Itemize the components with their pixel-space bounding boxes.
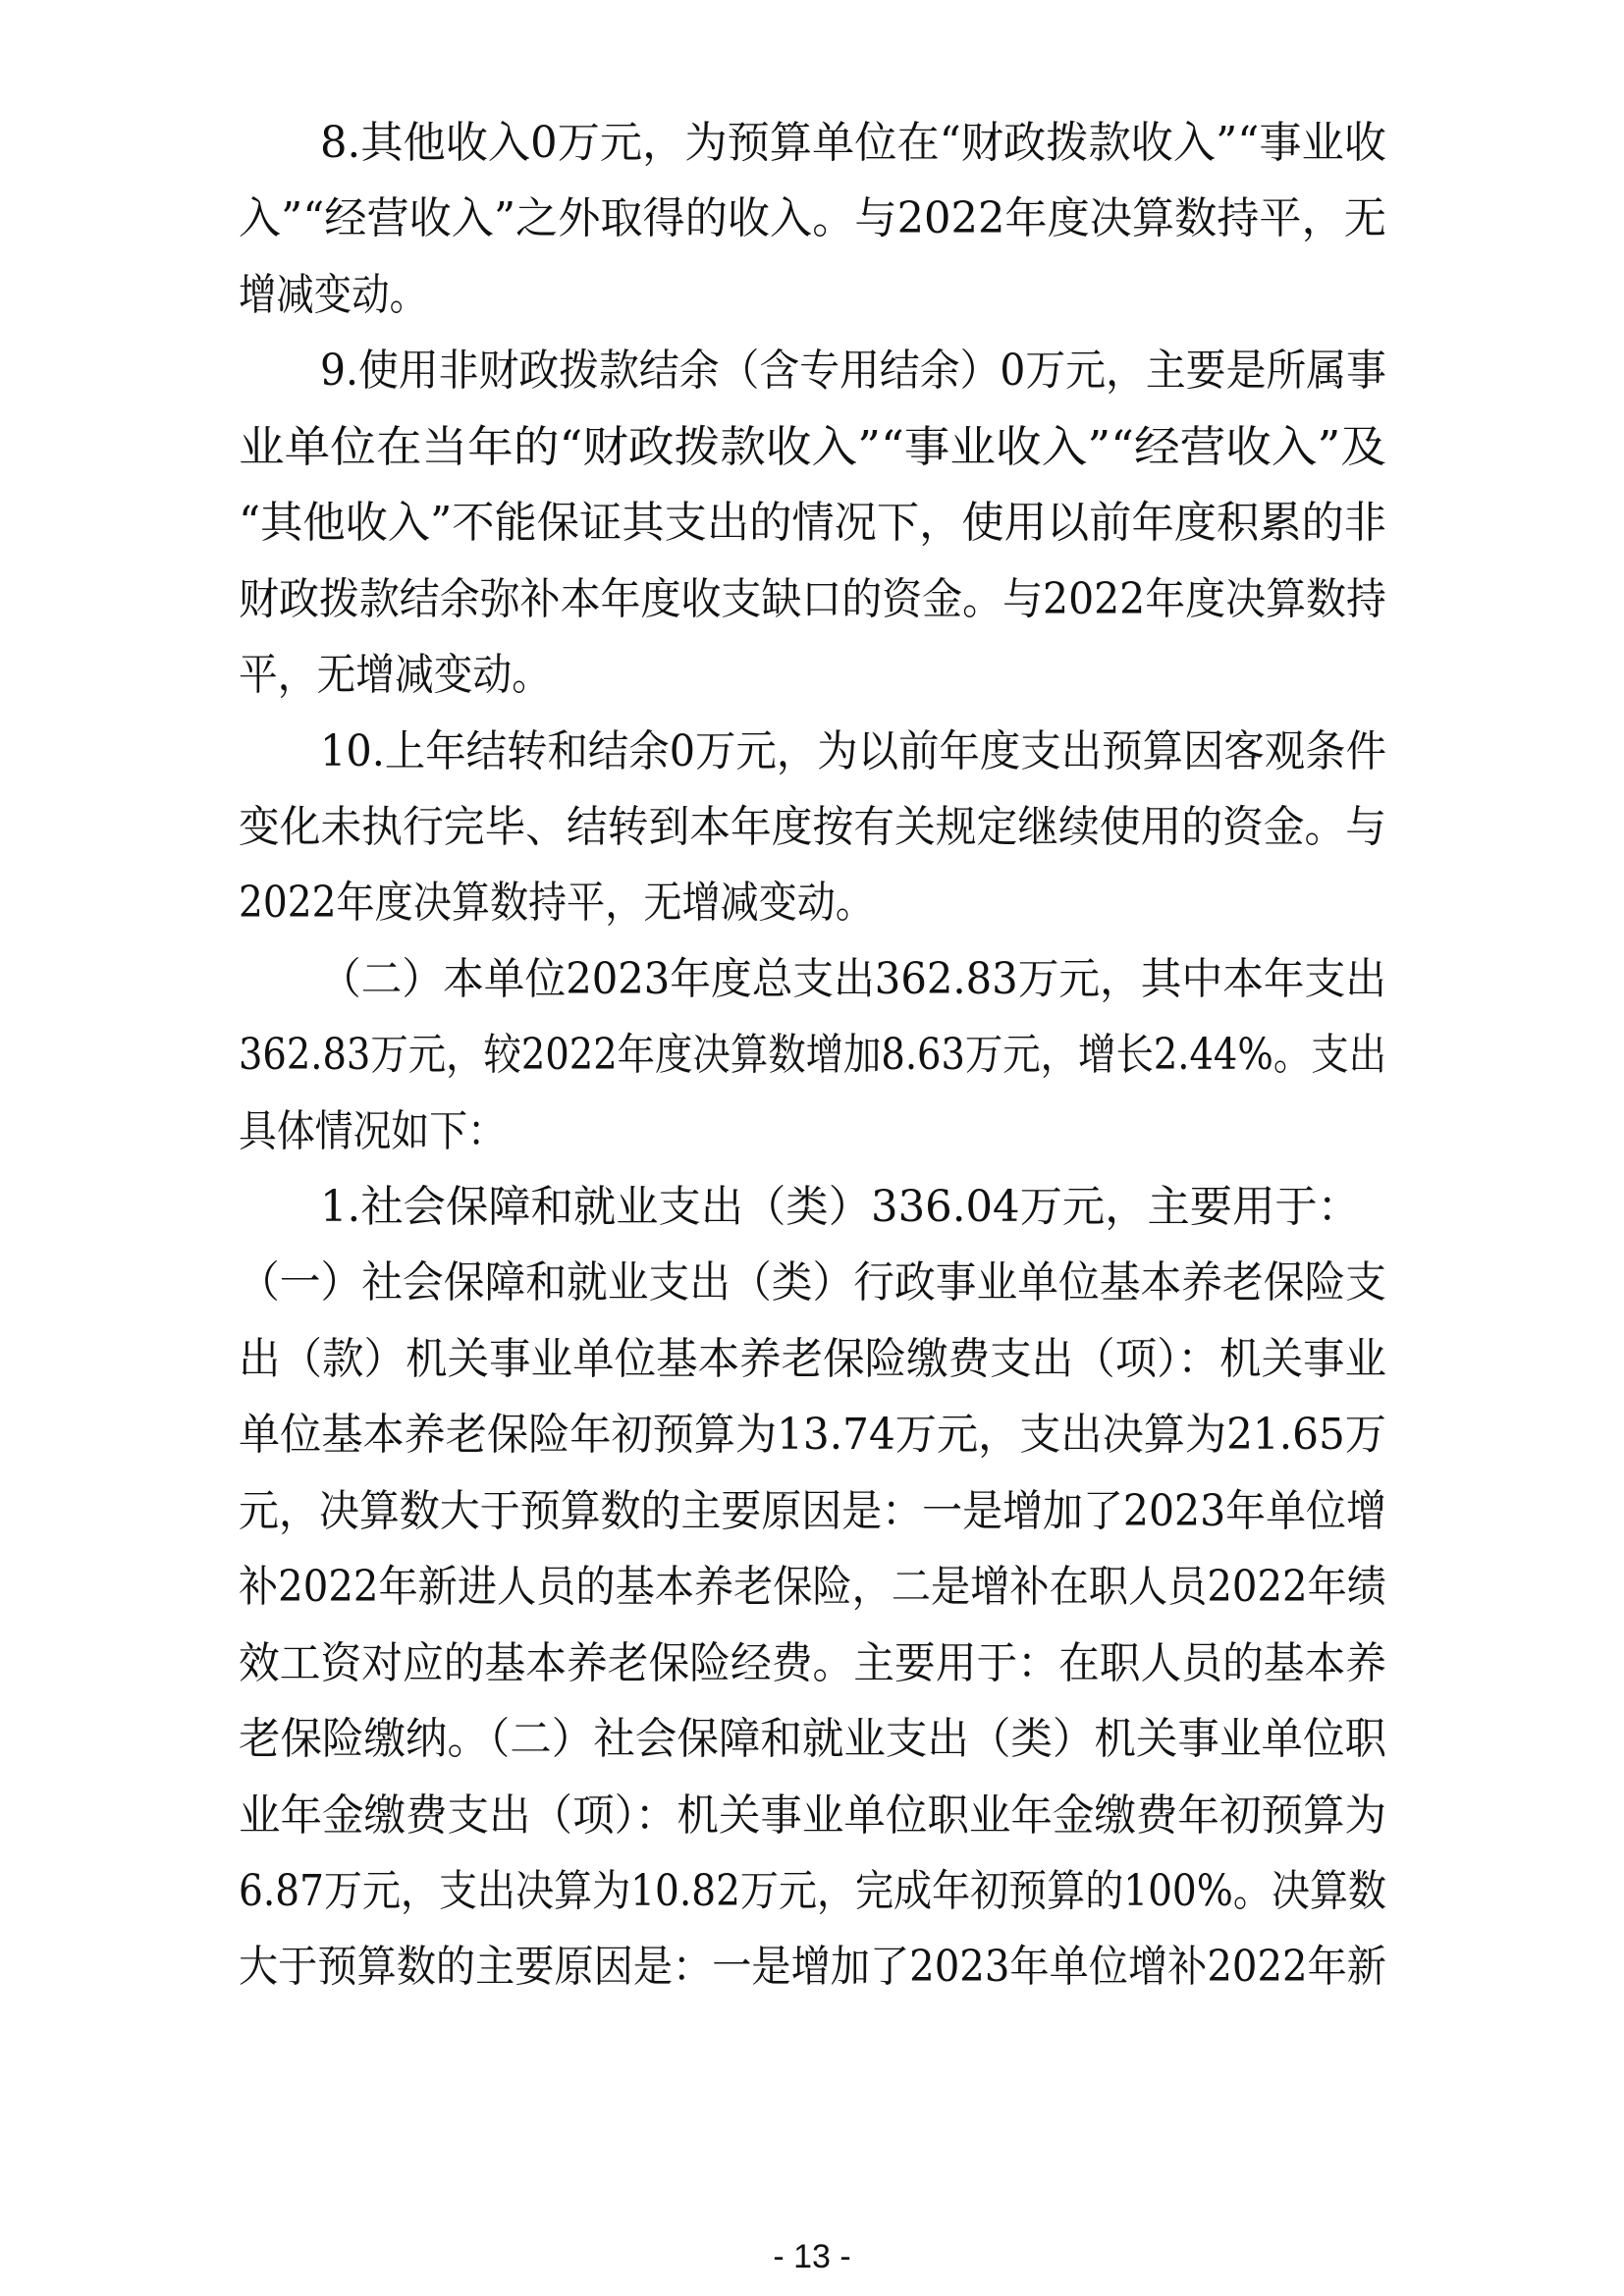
paragraph-line: 大于预算数的主要原因是：一是增加了2023年单位增补2022年新 [239, 1942, 1386, 1992]
paragraph-line: 补2022年新进人员的基本养老保险，二是增补在职人员2022年绩 [239, 1562, 1386, 1612]
paragraph-line: “其他收入”不能保证其支出的情况下，使用以前年度积累的非 [239, 498, 1387, 548]
paragraph-line: 1.社会保障和就业支出（类）336.04万元，主要用于： [320, 1182, 1361, 1232]
paragraph-line: 业年金缴费支出（项）：机关事业单位职业年金缴费年初预算为 [239, 1790, 1386, 1841]
paragraph-line: 6.87万元，支出决算为10.82万元，完成年初预算的100%。决算数 [239, 1866, 1386, 1916]
paragraph-line: 老保险缴纳。（二）社会保障和就业支出（类）机关事业单位职 [239, 1714, 1386, 1764]
paragraph-line: 平，无增减变动。 [239, 650, 551, 700]
paragraph-line: 9.使用非财政拨款结余（含专用结余）0万元，主要是所属事 [320, 346, 1386, 396]
page-number: - 13 - [773, 2238, 851, 2275]
paragraph-line: 增减变动。 [239, 270, 427, 320]
paragraph-line: （二）本单位2023年度总支出362.83万元，其中本年支出 [320, 954, 1387, 1004]
paragraph-line: 10.上年结转和结余0万元，为以前年度支出预算因客观条件 [320, 726, 1386, 776]
paragraph-line: 效工资对应的基本养老保险经费。主要用于：在职人员的基本养 [239, 1638, 1387, 1688]
paragraph-line: 2022年度决算数持平，无增减变动。 [239, 878, 875, 928]
paragraph-line: 业单位在当年的“财政拨款收入”“事业收入”“经营收入”及 [239, 422, 1387, 472]
paragraph-line: 变化未执行完毕、结转到本年度按有关规定继续使用的资金。与 [239, 802, 1387, 852]
paragraph-line: 出（款）机关事业单位基本养老保险缴费支出（项）：机关事业 [239, 1334, 1386, 1384]
paragraph-line: 单位基本养老保险年初预算为13.74万元，支出决算为21.65万 [239, 1410, 1386, 1460]
paragraph-line: 元，决算数大于预算数的主要原因是：一是增加了2023年单位增 [239, 1486, 1386, 1536]
paragraph-line: 362.83万元，较2022年度决算数增加8.63万元，增长2.44%。支出 [239, 1030, 1387, 1080]
paragraph-line: 财政拨款结余弥补本年度收支缺口的资金。与2022年度决算数持 [239, 574, 1386, 624]
paragraph-line: 8.其他收入0万元，为预算单位在“财政拨款收入”“事业收 [320, 118, 1387, 168]
paragraph-line: （一）社会保障和就业支出（类）行政事业单位基本养老保险支 [239, 1257, 1387, 1308]
paragraph-line: 入”“经营收入”之外取得的收入。与2022年度决算数持平，无 [239, 193, 1386, 243]
paragraph-line: 具体情况如下： [239, 1106, 506, 1156]
